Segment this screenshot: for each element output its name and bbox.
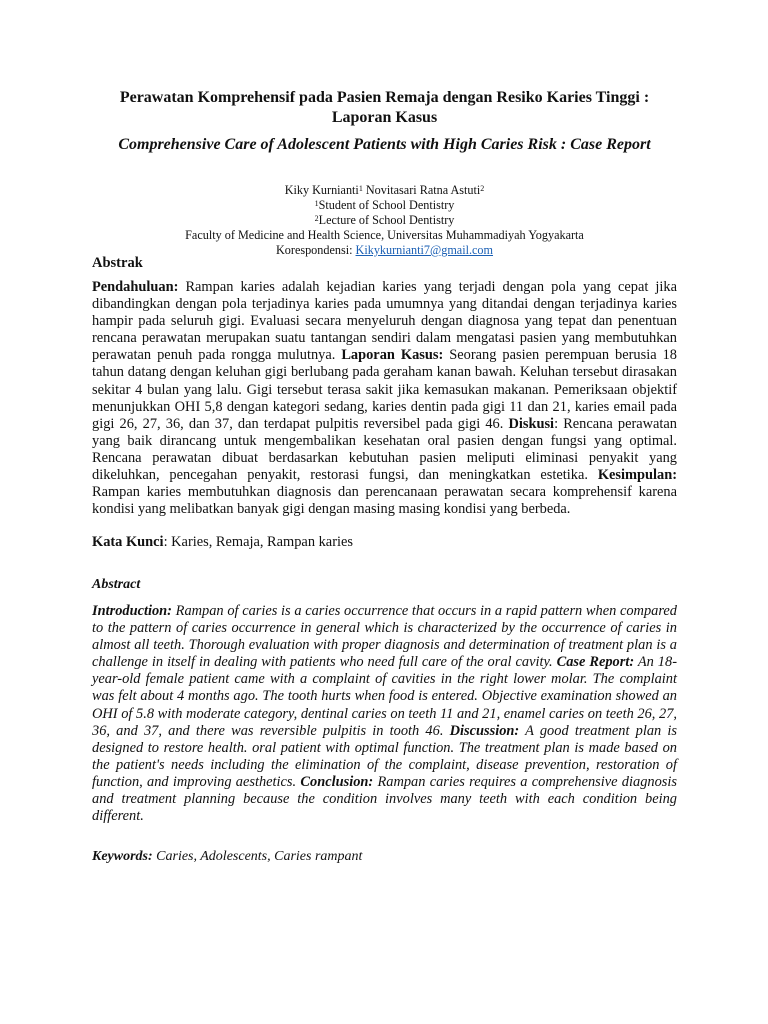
faculty: Faculty of Medicine and Health Science, Universitas Muhammadiyah Yogyakarta [185,228,584,242]
affiliation-1-text: Student of School Dentistry [318,198,455,212]
pendahuluan-text: Rampan karies adalah kejadian karies yang terjadi dengan pola yang cepat jika dibandingkan dengan pola terjadinya karies pada umumnya yang ditandai dengan terjadinya karies hampir pada seluruh gigi. Evaluasi secara menyeluruh dengan diagnosa yang tepat dan penentuan rencana perawatan merupakan suatu tantangan sendiri dalam mengatasi pasien yang membutuhkan perawatan penuh pada rongga mulutnya. [92,279,677,364]
correspondence-label: Korespondensi: [275,243,356,257]
keywords [92,849,677,865]
affiliation-1-sup: 1 [314,199,319,208]
author-block [92,183,677,258]
paper-title-indonesian: Perawatan Komprehensif pada Pasien Remaja dengan Resiko Karies Tinggi : Laporan Kasus [119,89,650,126]
author-2: Novitasari Ratna Astuti [362,183,481,197]
discussion-text: A good treatment plan is designed to restore health. oral patient with optimal function. The treatment plan is made based on the patient's needs including the elimination of the complaint, disease prevention, restoration of function, and improving aesthetics. [92,722,678,790]
diskusi-label: Diskusi [508,415,555,432]
author-1-sup: 1 [358,184,363,193]
laporan-kasus-label: Laporan Kasus: [341,347,444,364]
affiliation-2 [92,213,677,228]
author-2-sup: 2 [480,184,485,193]
diskusi-text: : Rencana perawatan yang baik dirancang untuk mengembalikan kesehatan oral pasien dengan fungsi yang optimal. Rencana perawatan dibuat berdasarkan kebutuhan pasien meliputi eliminasi penyakit yang dikeluhkan, pencegahan penyakit, restorasi fungsi, dan meningkatkan estetika. [92,415,677,484]
abstract-heading: Abstract [92,577,141,592]
abstract-paragraph [92,603,677,825]
keywords-text: Caries, Adolescents, Caries rampant [152,849,363,864]
abstrak-heading: Abstrak [92,255,143,271]
correspondence [92,243,677,258]
case-report-label: Case Report: [556,654,635,671]
kata-kunci-label: Kata Kunci [92,534,164,550]
abstrak-paragraph [92,279,677,518]
affiliation-2-sup: 2 [314,214,319,223]
affiliation-2-text: Lecture of School Dentistry [318,213,455,227]
pendahuluan-label: Pendahuluan: [92,279,179,295]
author-names [92,183,677,198]
kesimpulan-text: Rampan karies membutuhkan diagnosis dan perencanaan perawatan secara komprehensif karena kondisi yang melibatkan banyak gigi dengan masing masing kondisi yang berbeda. [92,484,677,518]
author-1: Kiky Kurnianti [284,183,359,197]
discussion-label: Discussion: [449,722,520,739]
kata-kunci-text: : Karies, Remaja, Rampan karies [163,534,353,550]
keywords-label: Keywords: [92,849,153,864]
case-report-text: An 18-year-old female patient came with a complaint of cavities in the right lower molar. The complaint was felt about 4 months ago. The tooth hurts when food is entered. Objective examination showed an OHI of 5.8 with moderate category, dentinal caries on teeth 11 and 21, enamel caries on teeth 26, 27, 36, and 37, and there was reversible pulpitis in tooth 46. [92,654,677,739]
conclusion-label: Conclusion: [300,773,374,790]
introduction-label: Introduction: [92,603,172,619]
kata-kunci [92,534,677,551]
kesimpulan-label: Kesimpulan: [597,467,677,484]
paper-title-english: Comprehensive Care of Adolescent Patients with High Caries Risk : Case Report [118,136,651,153]
email-link[interactable]: Kikykurnianti7@gmail.com [355,243,494,257]
affiliation-1 [92,198,677,213]
introduction-text: Rampan of caries is a caries occurrence that occurs in a rapid pattern when compared to the pattern of caries occurrence in general which is characterized by the occurrence of caries in almost all teeth. Thorough evaluation with proper diagnosis and determination of treatment plan is a challenge in itself in dealing with patients who need full care of the oral cavity. [92,603,677,671]
conclusion-text: Rampan caries requires a comprehensive diagnosis and treatment planning because the condition involves many teeth with each condition being different. [92,773,677,825]
laporan-kasus-text: Seorang pasien perempuan berusia 18 tahun datang dengan keluhan gigi berlubang pada geraham kanan bawah. Keluhan tersebut dirasakan sekitar 4 bulan yang lalu. Gigi tersebut terasa sakit jika kemasukan makanan. Pemeriksaan objektif menunjukkan OHI 5,8 dengan kategori sedang, karies dentin pada gigi 11 dan 21, karies email pada gigi 26, 27, 36, dan 37, dan terdapat pulpitis reversibel pada gigi 46. [92,347,677,432]
